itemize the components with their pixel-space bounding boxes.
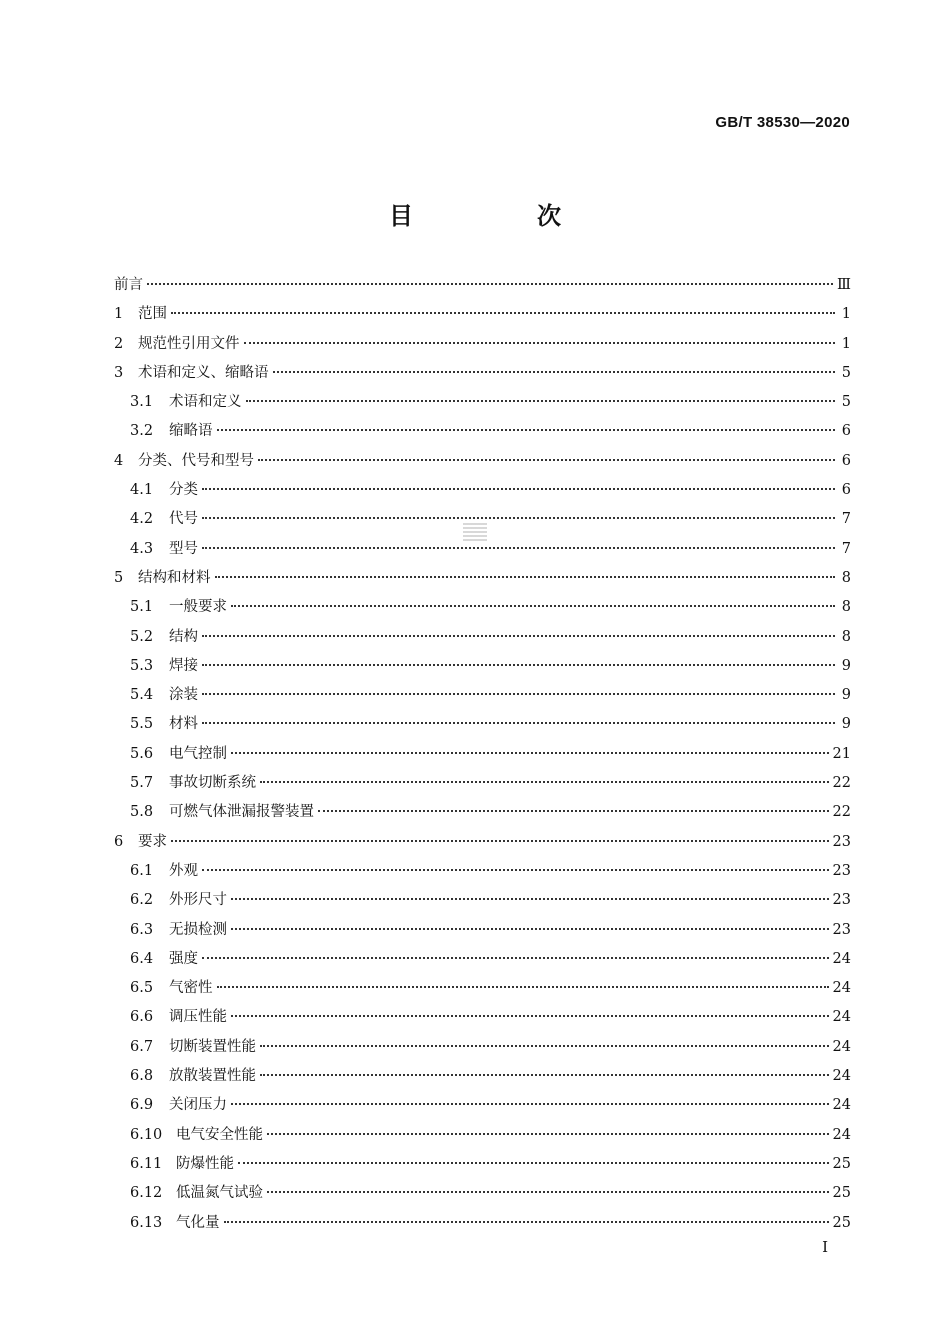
toc-entry-number: 6: [114, 833, 124, 850]
dot-leader: [202, 957, 829, 959]
toc-entry-label: 规范性引用文件: [138, 335, 240, 352]
scan-watermark: [463, 521, 487, 541]
toc-entry-number: 6.6: [130, 1009, 154, 1026]
dot-leader: [202, 664, 835, 666]
dot-leader: [238, 1162, 829, 1164]
toc-entry-label: 一般要求: [169, 599, 227, 616]
toc-entry-page: 1: [841, 306, 851, 323]
toc-entry[interactable]: [114, 593, 851, 622]
toc-entry-page: Ⅲ: [837, 277, 851, 293]
toc-entry[interactable]: [114, 1121, 851, 1150]
toc-entry-page: 25: [832, 1155, 851, 1172]
dot-leader: [273, 371, 836, 373]
dot-leader: [244, 342, 836, 344]
toc-entry-number: 6.12: [130, 1185, 163, 1202]
toc-entry-number: 5.3: [130, 657, 154, 674]
toc-entry-page: 24: [832, 1038, 851, 1055]
toc-entry[interactable]: [114, 1062, 851, 1091]
toc-entry-label: 结构和材料: [138, 569, 211, 586]
toc-entry-number: 6.8: [130, 1068, 154, 1085]
toc-entry[interactable]: [114, 300, 851, 329]
toc-entry[interactable]: [114, 447, 851, 476]
toc-entry-label: 强度: [169, 950, 198, 967]
toc-entry-number: 6.3: [130, 921, 154, 938]
page-title: 目 次: [389, 202, 611, 230]
toc-entry-page: 24: [832, 1126, 851, 1143]
toc-entry[interactable]: [114, 388, 851, 417]
toc-entry[interactable]: [114, 945, 851, 974]
toc-entry-label: 焊接: [169, 657, 198, 674]
toc-entry[interactable]: [114, 740, 851, 769]
dot-leader: [202, 635, 835, 637]
toc-entry-page: 6: [841, 482, 851, 499]
toc-entry[interactable]: [114, 1033, 851, 1062]
toc-entry-number: 5.5: [130, 716, 154, 733]
toc-entry-number: 3.1: [130, 394, 154, 411]
dot-leader: [231, 1015, 829, 1017]
dot-leader: [202, 517, 835, 519]
dot-leader: [202, 722, 835, 724]
toc-entry-number: 4.3: [130, 540, 154, 557]
toc-entry-number: 3.2: [130, 423, 154, 440]
toc-entry[interactable]: [114, 681, 851, 710]
table-of-contents: [114, 271, 851, 1238]
dot-leader: [231, 1103, 829, 1105]
toc-entry-number: 6.7: [130, 1038, 154, 1055]
toc-entry-number: 5.8: [130, 804, 154, 821]
toc-entry-page: 21: [832, 745, 851, 762]
toc-entry-number: 4.2: [130, 511, 154, 528]
toc-entry[interactable]: [114, 359, 851, 388]
toc-entry[interactable]: [114, 271, 851, 300]
toc-entry-label: 气化量: [176, 1214, 220, 1231]
toc-entry-label: 材料: [169, 716, 198, 733]
dot-leader: [202, 547, 835, 549]
toc-entry-page: 1: [841, 335, 851, 352]
toc-entry-label: 前言: [114, 277, 143, 293]
dot-leader: [246, 400, 836, 402]
toc-entry-page: 23: [832, 921, 851, 938]
page-number: I: [822, 1238, 828, 1256]
toc-entry-label: 无损检测: [169, 921, 227, 938]
dot-leader: [267, 1133, 829, 1135]
dot-leader: [217, 429, 836, 431]
toc-entry-number: 6.1: [130, 862, 154, 879]
toc-entry-page: 23: [832, 833, 851, 850]
toc-entry-label: 代号: [169, 511, 198, 528]
toc-entry-label: 调压性能: [169, 1009, 227, 1026]
toc-entry-page: 23: [832, 892, 851, 909]
toc-entry-label: 外观: [169, 862, 198, 879]
toc-entry-number: 5.1: [130, 599, 154, 616]
toc-entry-label: 型号: [169, 540, 198, 557]
toc-entry-page: 25: [832, 1214, 851, 1231]
toc-entry[interactable]: [114, 916, 851, 945]
toc-entry-number: 5.2: [130, 628, 154, 645]
toc-entry[interactable]: [114, 330, 851, 359]
dot-leader: [171, 840, 829, 842]
toc-entry[interactable]: [114, 476, 851, 505]
toc-entry-label: 术语和定义、缩略语: [138, 364, 269, 381]
dot-leader: [171, 312, 835, 314]
dot-leader: [147, 283, 833, 285]
toc-entry-number: 5.4: [130, 687, 154, 704]
toc-entry-label: 涂装: [169, 687, 198, 704]
toc-entry-page: 5: [841, 394, 851, 411]
dot-leader: [217, 986, 829, 988]
toc-entry-page: 9: [841, 657, 851, 674]
toc-entry-label: 切断装置性能: [169, 1038, 256, 1055]
toc-entry-label: 分类、代号和型号: [138, 452, 254, 469]
toc-entry[interactable]: [114, 828, 851, 857]
toc-entry-label: 放散装置性能: [169, 1068, 256, 1085]
toc-entry[interactable]: [114, 1091, 851, 1120]
toc-entry-number: 2: [114, 335, 124, 352]
dot-leader: [202, 488, 835, 490]
toc-entry-label: 电气控制: [169, 745, 227, 762]
toc-entry[interactable]: [114, 564, 851, 593]
toc-entry-number: 5: [114, 569, 124, 586]
dot-leader: [260, 1074, 829, 1076]
dot-leader: [215, 576, 836, 578]
toc-entry[interactable]: [114, 974, 851, 1003]
standard-code: GB/T 38530—2020: [715, 114, 850, 131]
dot-leader: [260, 1045, 829, 1047]
toc-entry-label: 外形尺寸: [169, 892, 227, 909]
toc-entry-page: 7: [841, 540, 851, 557]
toc-entry[interactable]: [114, 857, 851, 886]
toc-entry-number: 1: [114, 306, 124, 323]
toc-entry[interactable]: [114, 623, 851, 652]
toc-entry[interactable]: [114, 886, 851, 915]
toc-entry[interactable]: [114, 1003, 851, 1032]
toc-entry-number: 4.1: [130, 482, 154, 499]
dot-leader: [318, 810, 829, 812]
toc-entry-label: 电气安全性能: [176, 1126, 263, 1143]
toc-entry-label: 分类: [169, 482, 198, 499]
toc-entry-number: 3: [114, 364, 124, 381]
toc-entry-page: 8: [841, 628, 851, 645]
toc-entry-page: 5: [841, 364, 851, 381]
toc-entry-number: 6.2: [130, 892, 154, 909]
dot-leader: [258, 459, 835, 461]
toc-entry-page: 9: [841, 716, 851, 733]
toc-entry-number: 6.9: [130, 1097, 154, 1114]
toc-entry-page: 7: [841, 511, 851, 528]
toc-entry-label: 可燃气体泄漏报警装置: [169, 804, 314, 821]
dot-leader: [260, 781, 829, 783]
toc-entry-number: 6.10: [130, 1126, 163, 1143]
toc-entry-label: 关闭压力: [169, 1097, 227, 1114]
dot-leader: [202, 693, 835, 695]
toc-entry-page: 24: [832, 980, 851, 997]
dot-leader: [231, 898, 829, 900]
toc-entry-number: 6.11: [130, 1155, 163, 1172]
toc-entry-label: 结构: [169, 628, 198, 645]
toc-entry[interactable]: [114, 1179, 851, 1208]
toc-entry-page: 24: [832, 950, 851, 967]
toc-entry-number: 6.4: [130, 950, 154, 967]
dot-leader: [231, 752, 829, 754]
toc-entry-label: 低温氮气试验: [176, 1185, 263, 1202]
toc-entry[interactable]: [114, 1150, 851, 1179]
dot-leader: [202, 869, 829, 871]
toc-entry-page: 6: [841, 423, 851, 440]
toc-entry[interactable]: [114, 1209, 851, 1238]
toc-entry-page: 25: [832, 1185, 851, 1202]
toc-entry-page: 24: [832, 1097, 851, 1114]
toc-entry-label: 事故切断系统: [169, 775, 256, 792]
toc-entry[interactable]: [114, 417, 851, 446]
toc-entry-page: 22: [832, 804, 851, 821]
toc-entry-label: 范围: [138, 306, 167, 323]
toc-entry-number: 5.7: [130, 775, 154, 792]
toc-entry[interactable]: [114, 710, 851, 739]
toc-entry-number: 6.5: [130, 980, 154, 997]
toc-entry-number: 6.13: [130, 1214, 163, 1231]
toc-entry-page: 23: [832, 862, 851, 879]
toc-entry-page: 24: [832, 1009, 851, 1026]
toc-entry[interactable]: [114, 652, 851, 681]
toc-entry-page: 8: [841, 569, 851, 586]
toc-entry-page: 9: [841, 687, 851, 704]
toc-entry-page: 6: [841, 452, 851, 469]
toc-entry-number: 4: [114, 452, 124, 469]
toc-entry[interactable]: [114, 769, 851, 798]
toc-entry-label: 防爆性能: [176, 1155, 234, 1172]
toc-entry-label: 气密性: [169, 980, 213, 997]
toc-entry-label: 术语和定义: [169, 394, 242, 411]
toc-entry-number: 5.6: [130, 745, 154, 762]
toc-entry-label: 缩略语: [169, 423, 213, 440]
dot-leader: [231, 605, 835, 607]
toc-entry[interactable]: [114, 798, 851, 827]
toc-entry-page: 22: [832, 775, 851, 792]
dot-leader: [231, 928, 829, 930]
toc-entry-label: 要求: [138, 833, 167, 850]
toc-entry-page: 24: [832, 1068, 851, 1085]
toc-entry-page: 8: [841, 599, 851, 616]
dot-leader: [267, 1191, 829, 1193]
dot-leader: [224, 1221, 829, 1223]
